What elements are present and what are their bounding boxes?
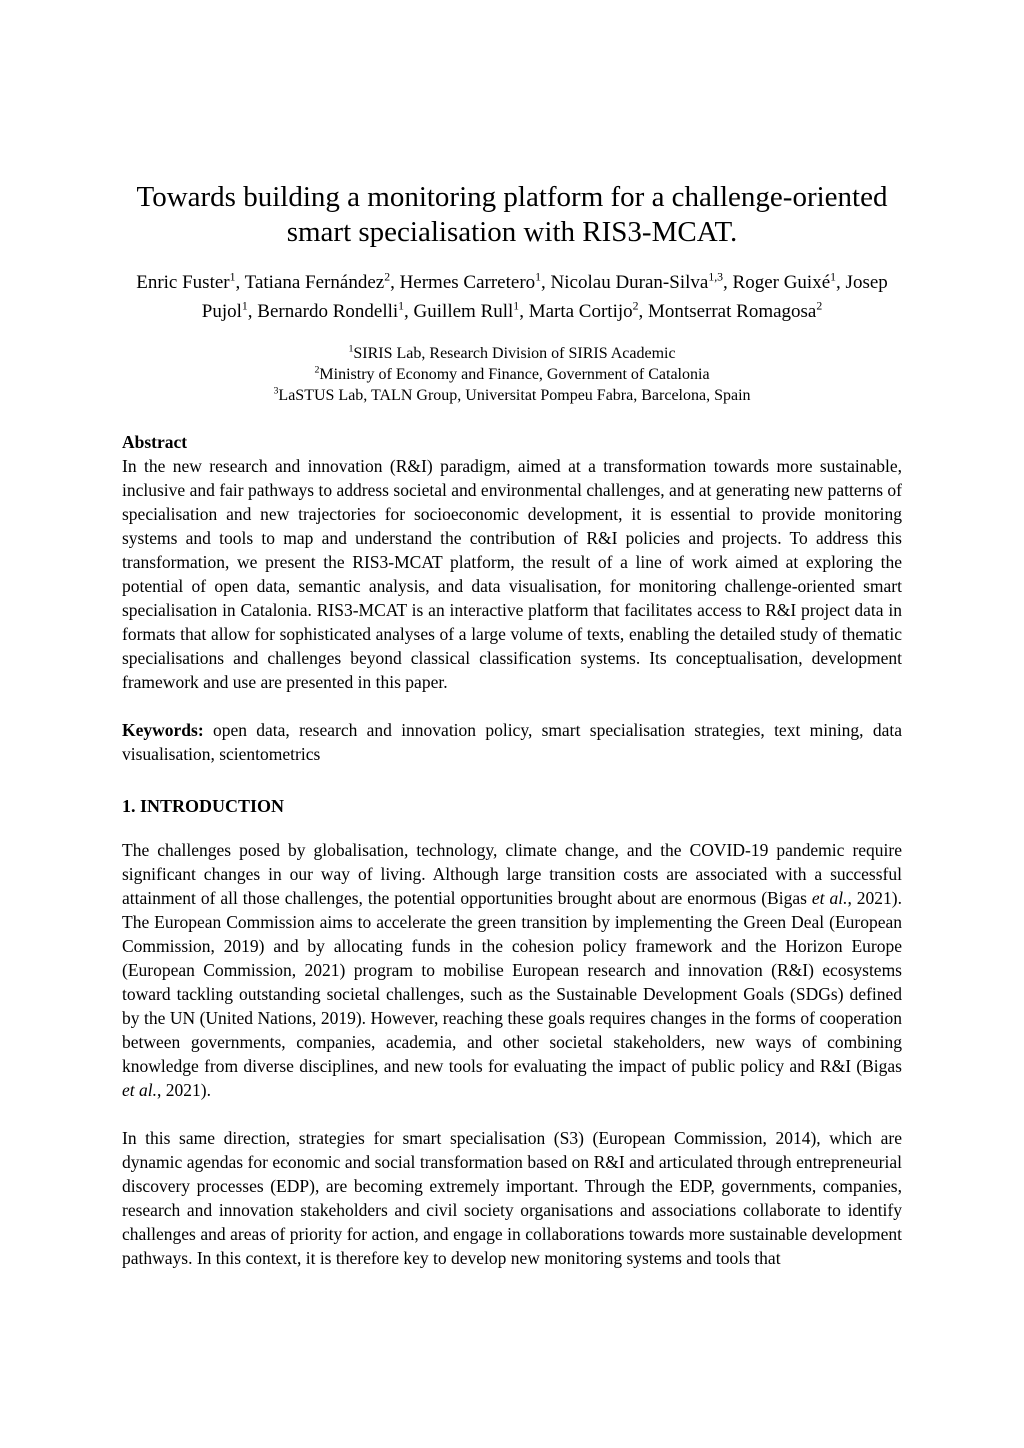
- author-list: Enric Fuster$^1$, Tatiana Fernández$^2$, Hermes Carretero$^1$, Nicolau Duran-Silva$^{1,3}$, Roger Guixé$^1$, Josep Pujol$^1$, Bernardo Rondelli$^1$, Guillem Rull$^1$, Marta Cortijo$^2$, Montserrat Romagosa$^2$: [136, 270, 888, 322]
- keywords-line: [122, 718, 902, 766]
- paper-title: Towards building a monitoring platform for a challenge-oriented smart specialisation with RIS3-MCAT.: [136, 181, 888, 248]
- affiliation-1: $^1$SIRIS Lab, Research Division of SIRIS Academic: [348, 343, 676, 362]
- keywords-text: open data, research and innovation policy, smart specialisation strategies, text mining, data visualisation, scientometrics: [122, 720, 902, 764]
- abstract-heading: Abstract: [122, 432, 188, 452]
- intro-paragraph-2: In this same direction, strategies for smart specialisation (S3) (European Commission, 2014), which are dynamic agendas for economic and social transformation based on R&I and articulated through entrepreneurial discovery processes (EDP), are becoming extremely important. Through the EDP, governments, companies, research and innovation stakeholders and civil society organisations and associations collaborate to identify challenges and areas of priority for action, and engage in collaborations towards more sustainable development pathways. In this context, it is therefore key to develop new monitoring systems and tools that: [122, 1128, 902, 1268]
- abstract-text: In the new research and innovation (R&I) paradigm, aimed at a transformation towards more sustainable, inclusive and fair pathways to address societal and environmental challenges, and at generating new patterns of specialisation and new trajectories for socioeconomic development, it is essential to provide monitoring systems and tools to map and understand the contribution of R&I policies and projects. To address this transformation, we present the RIS3-MCAT platform, the result of a line of work aimed at exploring the potential of open data, semantic analysis, and data visualisation, for monitoring challenge-oriented smart specialisation in Catalonia. RIS3-MCAT is an interactive platform that facilitates access to R&I project data in formats that allow for sophisticated analyses of a large volume of texts, enabling the detailed study of thematic specialisations and challenges beyond classical classification systems. Its conceptualisation, development framework and use are presented in this paper.: [122, 456, 902, 692]
- intro-paragraph-1: The challenges posed by globalisation, technology, climate change, and the COVID-19 pandemic require significant changes in our way of living. Although large transition costs are associated with a successful attainment of all those challenges, the potential opportunities brought about are enormous (Bigas et al., 2021). The European Commission aims to accelerate the green transition by implementing the Green Deal (European Commission, 2019) and by allocating funds in the cohesion policy framework and the Horizon Europe (European Commission, 2021) program to mobilise European research and innovation (R&I) ecosystems toward tackling outstanding societal challenges, such as the Sustainable Development Goals (SDGs) defined by the UN (United Nations, 2019). However, reaching these goals requires changes in the forms of cooperation between governments, companies, academia, and other societal stakeholders, new ways of combining knowledge from diverse disciplines, and new tools for evaluating the impact of public policy and R&I (Bigas et al., 2021).: [122, 840, 902, 1100]
- affiliation-3: $^3$LaSTUS Lab, TALN Group, Universitat Pompeu Fabra, Barcelona, Spain: [273, 385, 751, 404]
- abstract-section: [122, 430, 902, 694]
- keywords-label: Keywords:: [122, 720, 204, 740]
- affiliations: [122, 343, 902, 406]
- affiliation-2: $^2$Ministry of Economy and Finance, Government of Catalonia: [314, 364, 710, 383]
- section-heading-introduction: 1. INTRODUCTION: [122, 796, 285, 816]
